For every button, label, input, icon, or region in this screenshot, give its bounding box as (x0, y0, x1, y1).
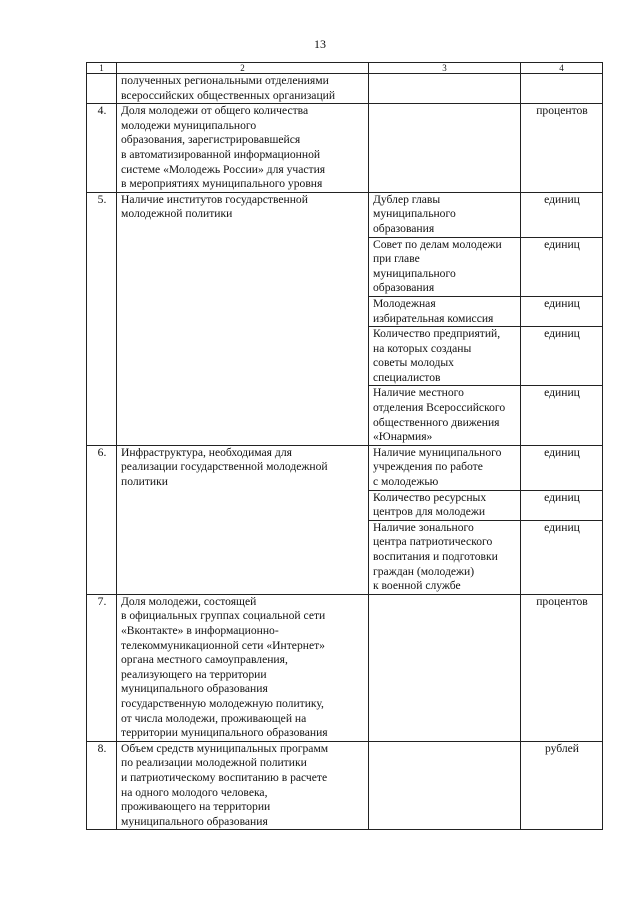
unit-of-measure: процентов (521, 104, 603, 193)
indicator-component: Количество ресурсных центров для молодежи (369, 490, 521, 520)
unit-of-measure: единиц (521, 490, 603, 520)
indicator-name: Наличие институтов государственной молодежной политики (117, 192, 369, 445)
unit-of-measure: единиц (521, 327, 603, 386)
table-row (87, 104, 603, 193)
unit-of-measure: процентов (521, 594, 603, 741)
row-number (87, 74, 117, 104)
column-number: 3 (369, 63, 521, 74)
indicator-component: Совет по делам молодежи при главе муниципального образования (369, 237, 521, 296)
indicator-name: Объем средств муниципальных программ по реализации молодежной политики и патриотическому воспитанию в расчете на одного молодого человека, проживающего на территории муниципального образования (117, 741, 369, 830)
indicator-component: Наличие муниципального учреждения по работе с молодежью (369, 445, 521, 490)
page-number: 13 (314, 37, 326, 51)
unit-of-measure: единиц (521, 386, 603, 445)
indicator-name: Инфраструктура, необходимая для реализации государственной молодежной политики (117, 445, 369, 594)
unit-of-measure: единиц (521, 445, 603, 490)
unit-of-measure: рублей (521, 741, 603, 830)
indicator-name: Доля молодежи, состоящей в официальных группах социальной сети «Вконтакте» в информационно- телекоммуникационной сети «Интернет» органа местного самоуправления, реализующего на территории муниципального образования государственную молодежную политику, от числа молодежи, проживающей на территории муниципального образования (117, 594, 369, 741)
table-row (87, 741, 603, 830)
table-row (87, 74, 603, 104)
unit-of-measure: единиц (521, 192, 603, 237)
unit-of-measure (521, 74, 603, 104)
indicator-component (369, 104, 521, 193)
unit-of-measure: единиц (521, 237, 603, 296)
indicator-name: Доля молодежи от общего количества молодежи муниципального образования, зарегистрировавшейся в автоматизированной информационной системе «Молодежь России» для участия в мероприятиях муниципального уровня (117, 104, 369, 193)
column-number-row (87, 63, 603, 74)
unit-of-measure: единиц (521, 296, 603, 326)
indicator-component: Дублер главы муниципального образования (369, 192, 521, 237)
indicator-component (369, 594, 521, 741)
indicator-component: Количество предприятий, на которых созданы советы молодых специалистов (369, 327, 521, 386)
column-number: 4 (521, 63, 603, 74)
row-number: 6. (87, 445, 117, 594)
indicator-component: Молодежная избирательная комиссия (369, 296, 521, 326)
indicator-component: Наличие местного отделения Всероссийского общественного движения «Юнармия» (369, 386, 521, 445)
column-number: 2 (117, 63, 369, 74)
table-row (87, 192, 603, 237)
row-number: 5. (87, 192, 117, 445)
indicator-name: полученных региональными отделениями всероссийских общественных организаций (117, 74, 369, 104)
indicator-component (369, 74, 521, 104)
column-number: 1 (87, 63, 117, 74)
row-number: 7. (87, 594, 117, 741)
indicator-component: Наличие зонального центра патриотического воспитания и подготовки граждан (молодежи) к военной службе (369, 520, 521, 594)
row-number: 4. (87, 104, 117, 193)
indicator-component (369, 741, 521, 830)
indicators-table-body (87, 63, 603, 830)
table-row (87, 594, 603, 741)
unit-of-measure: единиц (521, 520, 603, 594)
table-row (87, 445, 603, 490)
row-number: 8. (87, 741, 117, 830)
indicators-table (86, 62, 603, 830)
